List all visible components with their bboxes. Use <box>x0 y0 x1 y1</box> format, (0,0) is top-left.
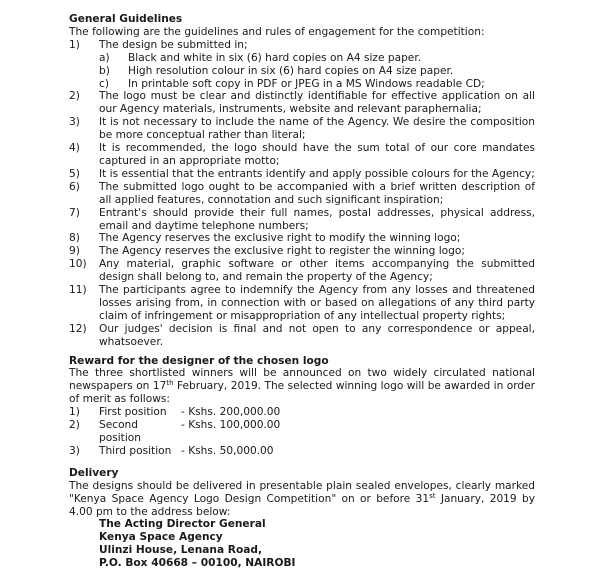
prize-amount: - Kshs. 200,000.00 <box>181 406 281 419</box>
item-text: The participants agree to indemnify the Agency from any losses and threatened losses arising from, in connection with or based on allegations of any third party claim of infringement or misappropriation of any intellectual property rights; <box>99 284 535 322</box>
guideline-item <box>69 181 535 207</box>
guidelines-heading: General Guidelines <box>69 13 183 25</box>
item-number: 4) <box>69 142 80 155</box>
prize-row <box>69 419 535 445</box>
item-number: 2) <box>69 90 80 103</box>
guideline-item <box>69 232 535 245</box>
item-text: The Agency reserves the exclusive right to register the winning logo; <box>99 245 465 258</box>
prize-position: First position <box>99 406 167 419</box>
reward-text <box>69 367 535 406</box>
delivery-heading: Delivery <box>69 466 119 479</box>
item-text: The design be submitted in; <box>99 38 248 51</box>
guideline-item <box>69 90 535 116</box>
delivery-text-start: The designs should be delivered in presentable plain sealed envelopes, clearly marked "Kenya Space Agency Logo Design Competition" on or before 31 <box>69 479 535 505</box>
item-number: 11) <box>69 284 87 297</box>
guideline-item <box>69 168 535 181</box>
prize-row <box>69 445 535 458</box>
prize-row <box>69 406 535 419</box>
address-line: The Acting Director General <box>99 518 266 531</box>
date-superscript: th <box>166 379 174 388</box>
item-text: Entrant's should provide their full names, postal addresses, physical address, email and daytime telephone numbers; <box>99 206 535 232</box>
item-text: The submitted logo ought to be accompanied with a brief written description of all applied features, connotation and such significant inspiration; <box>99 180 535 206</box>
item-number: 6) <box>69 180 80 193</box>
guideline-item <box>69 142 535 168</box>
prize-position: Second position <box>99 419 141 444</box>
guideline-item <box>69 116 535 142</box>
item-text: Our judges' decision is final and not open to any correspondence or appeal, whatsoever. <box>99 322 535 348</box>
address-line: P.O. Box 40668 – 00100, NAIROBI <box>99 557 296 570</box>
item-text: The Agency reserves the exclusive right to modify the winning logo; <box>99 232 461 245</box>
item-number: 10) <box>69 258 87 271</box>
sub-item-letter: c) <box>99 77 109 90</box>
address-line: Kenya Space Agency <box>99 531 223 544</box>
guideline-item <box>69 323 535 349</box>
item-number: 3) <box>69 116 80 129</box>
guideline-item <box>69 207 535 233</box>
guideline-item <box>69 258 535 284</box>
prize-amount: - Kshs. 50,000.00 <box>181 444 274 457</box>
guidelines-intro: The following are the guidelines and rules of engagement for the competition: <box>69 25 485 38</box>
guideline-item <box>69 39 535 52</box>
sub-item-letter: b) <box>99 64 110 77</box>
item-number: 5) <box>69 167 80 180</box>
reward-text-end: February, 2019. The selected winning logo will be awarded in order of merit as follows: <box>69 380 535 406</box>
prize-amount: - Kshs. 100,000.00 <box>181 419 281 432</box>
delivery-text <box>69 480 535 519</box>
document-page <box>69 13 535 570</box>
delivery-address <box>99 518 535 570</box>
guideline-item <box>69 284 535 323</box>
item-text: The logo must be clear and distinctly identifiable for effective application on all our Agency materials, instruments, website and relevant paraphernalia; <box>99 90 535 116</box>
item-number: 12) <box>69 322 87 335</box>
sub-item <box>99 78 535 91</box>
date-superscript: st <box>429 491 436 500</box>
prize-position: Third position <box>99 444 172 457</box>
delivery-text-end: January, 2019 by 4.00 pm to the address below: <box>69 492 535 518</box>
prize-number: 2) <box>69 419 80 432</box>
sub-item-text: High resolution colour in six (6) hard copies on A4 size paper. <box>128 64 454 77</box>
item-number: 1) <box>69 38 80 51</box>
item-text: Any material, graphic software or other items accompanying the submitted design shall belong to, and remain the property of the Agency; <box>99 258 535 284</box>
prize-number: 3) <box>69 444 80 457</box>
prize-number: 1) <box>69 406 80 419</box>
reward-heading: Reward for the designer of the chosen logo <box>69 354 329 367</box>
sub-item-letter: a) <box>99 51 110 64</box>
sub-item-text: Black and white in six (6) hard copies on A4 size paper. <box>128 51 422 64</box>
guideline-item <box>69 245 535 258</box>
address-line: Ulinzi House, Lenana Road, <box>99 544 262 557</box>
sub-item-text: In printable soft copy in PDF or JPEG in a MS Windows readable CD; <box>128 77 485 90</box>
item-text: It is recommended, the logo should have the sum total of our core mandates captured in an appropriate motto; <box>99 142 535 167</box>
item-text: It is not necessary to include the name of the Agency. We desire the composition be more conceptual rather than literal; <box>99 116 535 142</box>
item-number: 9) <box>69 245 80 258</box>
reward-text-start: The three shortlisted winners will be announced on two widely circulated national newspapers on 17 <box>69 367 535 393</box>
sub-item <box>99 65 535 78</box>
sub-item <box>99 52 535 65</box>
item-number: 8) <box>69 232 80 245</box>
item-text: It is essential that the entrants identify and apply possible colours for the Agency; <box>99 167 535 180</box>
item-number: 7) <box>69 206 80 219</box>
